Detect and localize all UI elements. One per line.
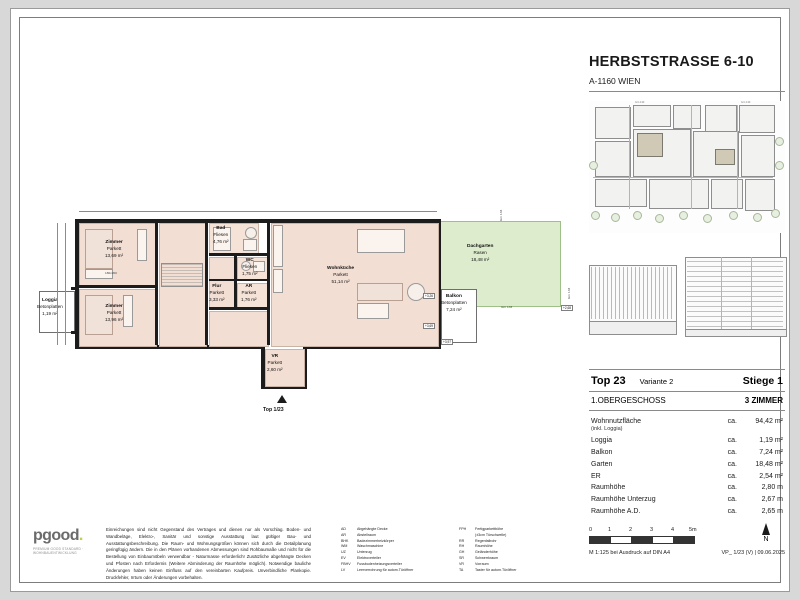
room-label-zimmer-2: Zimmer Parkett 13,96 m² <box>105 304 124 322</box>
area-value: 2,65 m <box>761 507 783 515</box>
abbr-key: AR <box>341 532 346 537</box>
abbr-value: Abgehängte Decke <box>357 527 388 531</box>
stairs <box>161 263 203 287</box>
area-ca: ca. <box>727 460 737 468</box>
abbr-value: Waschmaschine <box>357 544 384 549</box>
area-value: 2,67 m <box>761 496 783 504</box>
dimension-chain-left <box>57 223 58 345</box>
area-label: Loggia <box>591 437 613 445</box>
entrance-arrow-icon <box>277 395 287 403</box>
wall-partition-6 <box>209 279 267 281</box>
wall-loggia-b <box>71 331 79 334</box>
furniture-dining-table <box>357 229 405 253</box>
abbr-value: Abstellraum <box>357 532 376 537</box>
room-label-wc: WC Fliesen 1,75 m² <box>242 258 258 276</box>
area-ca: ca. <box>727 418 737 426</box>
area-ca: ca. <box>727 448 737 456</box>
area-value: 1,19 m² <box>759 437 783 445</box>
room-label-ar: AR Parkett 1,76 m² <box>241 284 257 302</box>
dimension-chain-left-2 <box>65 223 66 345</box>
area-value: 7,24 m² <box>759 448 783 456</box>
abbr-value: Taster für autom.Türöffner <box>475 567 517 572</box>
abbr-key: BHK <box>341 538 349 543</box>
abbr-key: FPH <box>459 527 467 531</box>
furniture-sink-bath <box>245 227 257 239</box>
area-label: Raumhöhe Unterzug <box>591 496 656 504</box>
area-label: ER <box>591 472 601 480</box>
logo-subtitle: PREMIUM GOOD STANDARD · WOHNBAUENTWICKLUNG <box>33 547 84 555</box>
abbr-value: Elektroverteiler <box>357 556 381 561</box>
scale-bar <box>589 536 695 544</box>
area-ca: ca. <box>727 507 737 515</box>
abbr-key: AD <box>341 527 346 531</box>
scale-block <box>589 527 785 556</box>
legal-disclaimer: Einreichungen sind nicht Gegenstand des Vertrages und dienen nur als Vorschlag. Boden- und Wandbeläge, Elektro-, Sanitär und sonstige Ausstattung laut gültiger Bau- und Ausstattungsbeschreibung. Die Raum- und Wohnungsgrößen können sich durch die Detailplanung geringfügig ändern. Die in den Plänen vorhandenen Abmessungen sind Rohbaumaße und nicht für die Bestellung von Einbaumöbeln verwendbar - Naturmasse erforderlich! Zusätzliche abgehängte Decken und Pfosten nach Erfordernis (Weitere Abminderung der Raumhöhe möglich). Notwendige bauliche Änderungen haben keinen Einfluss auf den vereinbarten Kaufpreis. Unverbindliche Plankopie. Druckfehler, Irrtum oder Änderungen vorbehalten. <box>106 527 311 580</box>
room-label-bad: Bad Fliesen 4,76 m² <box>213 226 229 244</box>
area-sublabel: (inkl. Loggia) <box>591 426 623 433</box>
room-dim-zimmer-1: 180x200 <box>105 271 117 275</box>
floor-plan <box>27 199 572 444</box>
room-label-wohnkueche: Wohnküche Parkett 51,14 m² <box>327 266 355 284</box>
abbr-value: Fertigparkettböhe <box>475 527 504 531</box>
north-arrow-icon <box>762 523 770 535</box>
abbr-key: FBHV <box>341 561 351 566</box>
plan-version-date: VP_ 1/23 (V) | 09.06.2025 <box>721 550 785 556</box>
area-ca: ca. <box>727 437 737 445</box>
table-row <box>589 416 785 435</box>
room-label-flur: Flur Parkett 3,33 m² <box>209 284 225 302</box>
abbr-key: TA <box>459 567 464 572</box>
abbr-key: SR <box>459 556 464 561</box>
abbr-value: Geländerhöhe <box>475 550 498 555</box>
room-label-balkon: Balkon Betonplatten 7,24 m² <box>441 294 467 312</box>
north-arrow <box>751 523 781 543</box>
scale-note <box>589 550 785 556</box>
scale-tick: 5m <box>689 527 697 533</box>
garden-edge-label-right: Grn 133 <box>567 287 571 299</box>
list-item <box>459 568 579 574</box>
table-row <box>589 458 785 470</box>
logo-text: pgood <box>33 527 79 544</box>
scale-tick: 0 <box>589 527 593 533</box>
scale-tick: 4 <box>671 527 675 533</box>
room-label-loggia: Loggia Betonplatten 1,19 m² <box>37 298 63 316</box>
plan-sheet <box>10 8 790 592</box>
wall-partition-4 <box>209 253 267 256</box>
abbreviation-list-1 <box>341 527 451 574</box>
wall-partition-8 <box>267 223 270 345</box>
abbr-value: Regenfallrohr <box>475 538 497 543</box>
level-mark-4: +3,97 <box>443 340 452 344</box>
abbr-key: EV <box>341 556 346 561</box>
garden-edge-label-bottom: Grn 133 <box>501 305 513 309</box>
dimension-text-left <box>55 274 59 275</box>
table-row <box>589 482 785 494</box>
wall-partition-5 <box>234 256 237 308</box>
area-value: 94,42 m² <box>755 418 783 426</box>
unit-room-count: 3 ZIMMER <box>744 396 783 405</box>
room-label-vr: VR Parkett 2,60 m² <box>267 354 283 372</box>
room-label-zimmer-1: Zimmer Parkett 13,69 m² <box>105 240 124 258</box>
furniture-wardrobe-2 <box>123 295 133 327</box>
abbr-value: Badezimmerheizkörper <box>357 538 394 543</box>
abbr-value: Leerverrohrung für autom.Türöffner <box>357 567 414 572</box>
unit-staircase: Stiege 1 <box>742 375 783 387</box>
scale-tick: 1 <box>608 527 612 533</box>
area-ca: ca. <box>727 496 737 504</box>
wall-partition-2 <box>79 285 155 288</box>
table-row <box>589 435 785 447</box>
abbr-value: Vorraum <box>475 561 489 566</box>
abbr-key: GH <box>459 550 465 555</box>
wall-loggia-a <box>71 287 79 290</box>
wall-partition-3 <box>205 223 208 345</box>
area-value: 2,80 m <box>761 484 783 492</box>
scale-tick: 2 <box>629 527 633 533</box>
abbr-key: WM <box>341 544 348 549</box>
room-label-dachgarten: Dachgarten Rasen 18,48 m² <box>467 244 494 262</box>
garden-edge-label-top: Grn 133 <box>499 209 503 221</box>
abbr-value: Raumhöhe <box>475 544 493 549</box>
level-mark-1: +3,26 <box>425 294 434 298</box>
wall-partition-7 <box>209 307 267 310</box>
furniture-wardrobe-3 <box>137 229 147 261</box>
project-address: A-1160 WIEN <box>589 76 641 86</box>
furniture-kitchen-counter <box>273 225 283 267</box>
area-label: Balkon <box>591 448 613 456</box>
unit-info-block <box>589 369 785 517</box>
entrance-label: Top 1/23 <box>263 407 284 413</box>
room-hall-lower <box>209 311 269 347</box>
abbr-key: RR <box>459 538 465 543</box>
title-divider <box>589 91 785 92</box>
unit-top-number: Top 23 <box>591 375 626 387</box>
abbr-key: LV <box>341 567 346 572</box>
abbr-value: Schwerrkraum <box>475 556 499 561</box>
list-item <box>341 568 451 574</box>
key-plan <box>589 101 785 233</box>
elevation-drawings <box>589 257 785 342</box>
area-label: Raumhöhe <box>591 484 626 492</box>
area-label: Garten <box>591 460 613 468</box>
area-value: 2,54 m² <box>759 472 783 480</box>
logo <box>33 527 99 555</box>
furniture-sofa <box>357 283 403 301</box>
table-row <box>589 494 785 506</box>
level-mark-2: +2,68 <box>563 306 572 310</box>
table-row <box>589 447 785 459</box>
furniture-kitchen-unit <box>273 269 283 293</box>
scale-tick: 3 <box>650 527 654 533</box>
logo-accent: . <box>78 527 83 544</box>
area-label: Raumhöhe A.D. <box>591 507 641 515</box>
abbr-key: RH <box>459 544 465 549</box>
table-row <box>589 470 785 482</box>
level-mark-3: +3,69 <box>425 324 434 328</box>
abbr-value: Fussbodenheizungsverteiler <box>357 561 402 566</box>
area-ca: ca. <box>727 484 737 492</box>
unit-floor: 1.OBERGESCHOSS <box>591 396 666 405</box>
area-value: 18,48 m² <box>755 460 783 468</box>
dimension-chain-top <box>79 211 437 212</box>
area-label: Wohnnutzfläche <box>591 418 642 426</box>
area-table <box>589 410 785 517</box>
abbr-key: VR <box>459 561 464 566</box>
page-title: HERBSTSTRASSE 6-10 <box>589 54 754 70</box>
abbreviation-list-2 <box>459 527 579 574</box>
north-label: N <box>763 536 769 543</box>
unit-variant: Variante 2 <box>639 377 674 386</box>
furniture-wc-bath <box>243 239 257 251</box>
abbr-value: (±3cm Türschwelle) <box>475 532 507 537</box>
wall-partition-1 <box>155 223 158 345</box>
area-ca: ca. <box>727 472 737 480</box>
scale-print-note: M 1:125 bei Ausdruck auf DIN A4 <box>589 550 671 556</box>
furniture-coffee-table <box>357 303 389 319</box>
keyplan-code-1: Grn 133 <box>635 101 645 104</box>
table-row <box>589 505 785 517</box>
keyplan-code-2: Grn 133 <box>741 101 751 104</box>
abbr-key: UZ <box>341 550 346 555</box>
abbr-value: Unterzug <box>357 550 372 555</box>
